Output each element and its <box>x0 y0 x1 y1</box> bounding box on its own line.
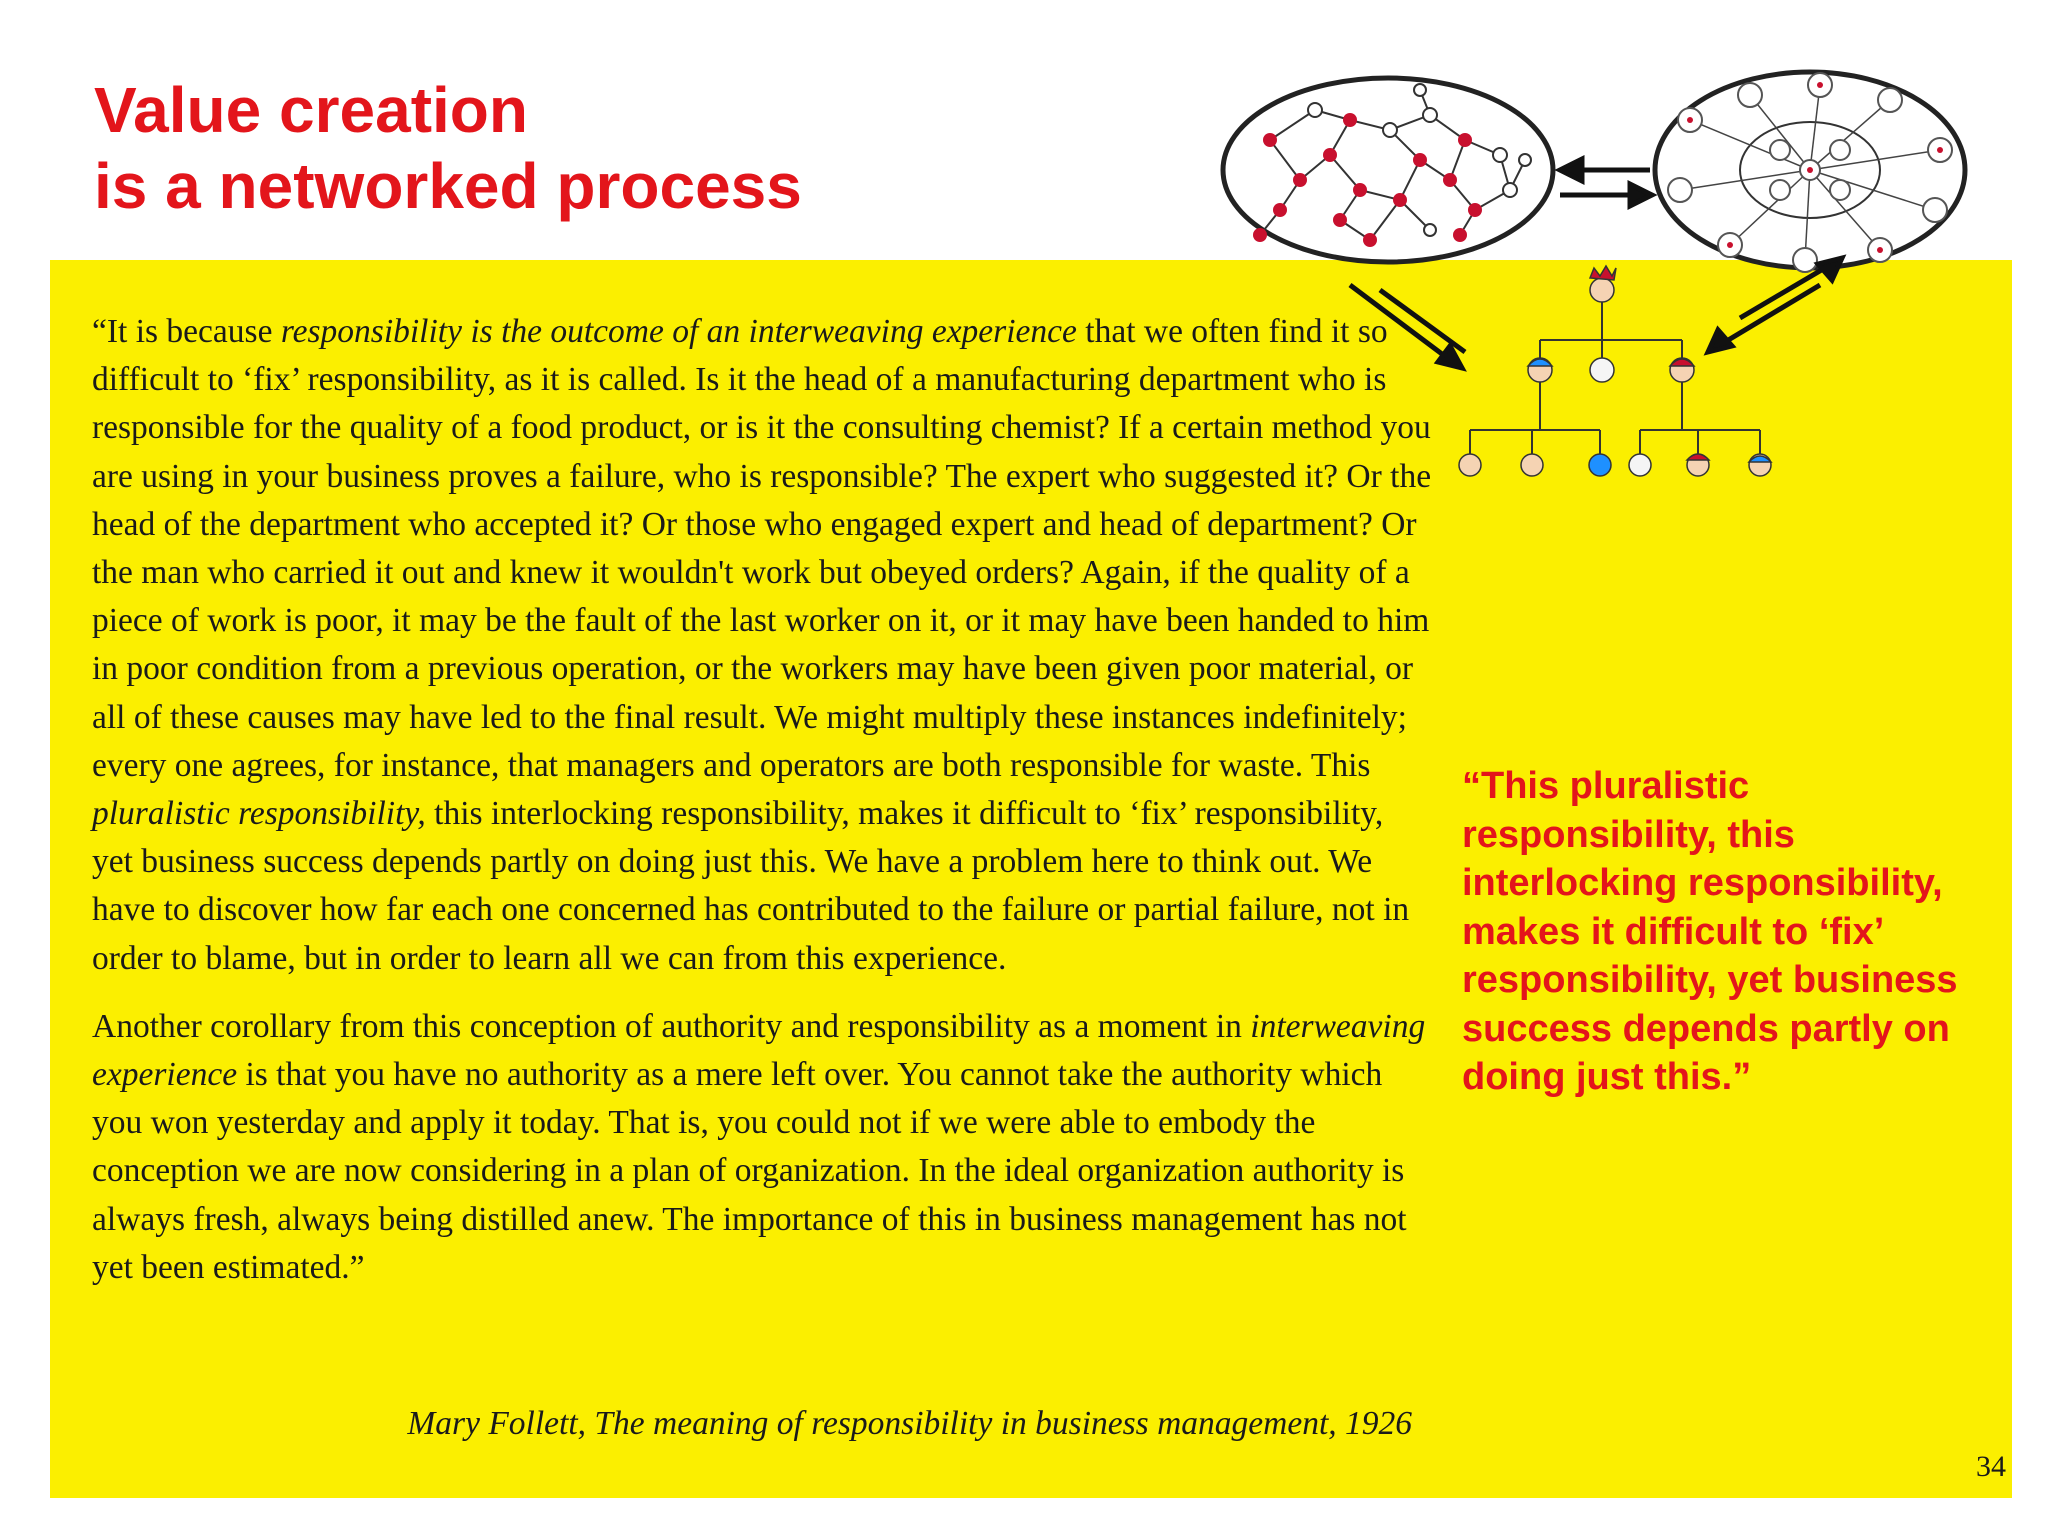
quote-text-run: interweaving experience <box>92 1007 1426 1094</box>
quote-text-run: that we often find it so difficult to ‘fix’ responsibility, as it is called. Is it the head of a manufacturing department who is responsible for the quality of a food product, or is it the consulting chemist? If a certain method you are using in your business proves a failure, who is responsible? The expert who suggested it? Or the head of the department who accepted it? Or those who engaged expert and head of department? Or the man who carried it out and knew it wouldn't work but obeyed orders? Again, if the quality of a piece of work is poor, it may be the fault of the last worker on it, or it may have been handed to him in poor condition from a previous operation, or the workers may have been given poor material, or all of these causes may have led to the final result. We might multiply these instances indefinitely; every one agrees, for instance, that managers and operators are both responsible for waste. This <box>92 313 1432 784</box>
quote-paragraph-2 <box>92 1003 1432 1292</box>
quote-text-run: is that you have no authority as a mere left over. You cannot take the authority which you won yesterday and apply it today. That is, you could not if we were able to embody the conception we are now considering in a plan of organization. In the ideal organization authority is always fresh, always being distilled anew. The importance of this in business management has not yet been estimated.” <box>92 1056 1407 1286</box>
quote-attribution: Mary Follett, The meaning of responsibility in business management, 1926 <box>407 1405 1412 1442</box>
page-title-line-1: Value creation <box>94 74 528 146</box>
network-cluster-icon <box>1223 78 1553 262</box>
quote-text-run: pluralistic responsibility, <box>92 795 426 833</box>
network-cluster-icon <box>1655 72 1965 272</box>
exchange-arrows-icon <box>1560 159 1652 206</box>
quote-text-run: “It is because <box>92 313 281 350</box>
page-number: 34 <box>1976 1450 2006 1483</box>
page-title-line-2: is a networked process <box>94 150 802 222</box>
quote-text-run: Another corollary from this conception of authority and responsibility as a moment in <box>92 1007 1251 1045</box>
page-title <box>94 72 802 224</box>
org-chart-icon <box>1470 300 1760 455</box>
quote-text-run: this interlocking responsibility, makes it difficult to ‘fix’ responsibility, yet business success depends partly on doing just this. We have a problem here to think out. We have to discover how far each one concerned has contributed to the failure or partial failure, not in order to blame, but in order to learn all we can from this experience. <box>92 795 1410 977</box>
pull-quote: “This pluralistic responsibility, this interlocking responsibility, makes it difficult to ‘fix’ responsibility, yet business success depends partly on doing just this.” <box>1462 765 1958 1098</box>
org-chart-people <box>1459 266 1771 476</box>
network-illustration <box>1220 60 1980 500</box>
quote-text-run: responsibility is the outcome of an interweaving experience <box>280 313 1077 350</box>
